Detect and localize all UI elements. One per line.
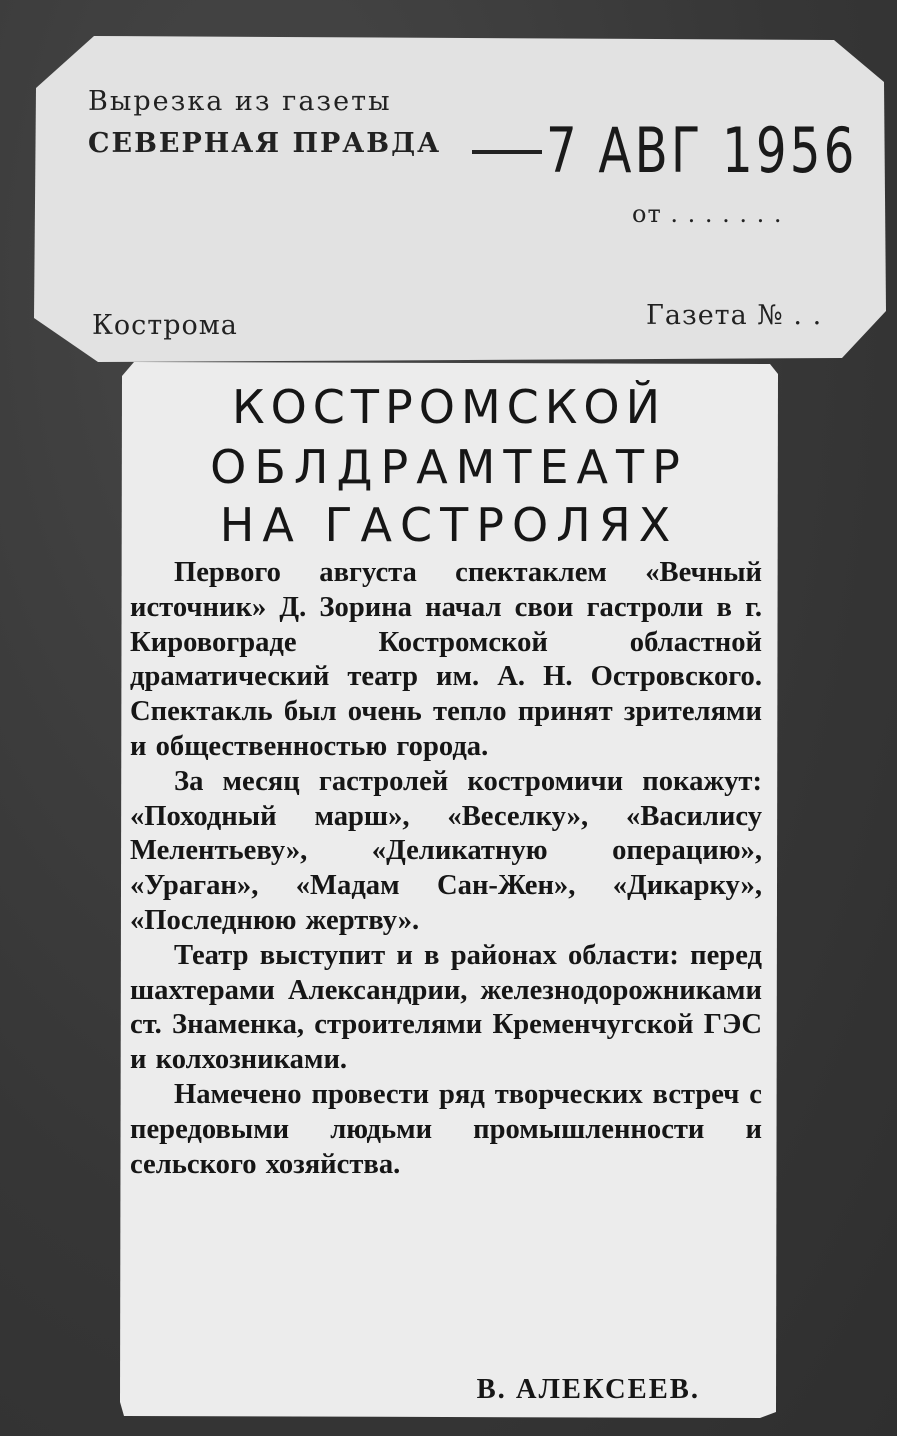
article-paragraph: Театр выступит и в районах области: перед шахтерами Александрии, железнодорожниками ст. Знаменка, строителями Кременчугской ГЭС и колхозниками. xyxy=(130,939,762,1076)
author-signature: В. АЛЕКСЕЕВ. xyxy=(476,1374,700,1405)
article-body xyxy=(130,556,762,1182)
issue-number-label: Газета № . . xyxy=(646,300,823,331)
newspaper-name: СЕВЕРНАЯ ПРАВДА xyxy=(88,128,442,159)
article-paragraph: Намечено провести ряд творческих встреч с передовыми людьми промышленности и сельского хозяйства. xyxy=(130,1078,762,1180)
city-label: Кострома xyxy=(92,310,238,341)
cutting-from-label: Вырезка из газеты xyxy=(88,86,392,117)
headline-line-2: ОБЛДРАМТЕАТР xyxy=(210,440,688,494)
dash-divider xyxy=(472,150,542,154)
from-date-label: от . . . . . . . xyxy=(632,200,783,228)
date-stamp: 7 АВГ 1956 xyxy=(546,114,858,187)
article-paragraph: За месяц гастролей костромичи покажут: «Походный марш», «Веселку», «Василису Мелентьеву», «Деликатную операцию», «Ураган», «Мадам Сан-Жен», «Дикарку», «Последнюю жертву». xyxy=(130,765,762,936)
headline-line-1: КОСТРОМСКОЙ xyxy=(231,380,667,434)
headline-line-3: НА ГАСТРОЛЯХ xyxy=(219,498,679,552)
article-paragraph: Первого августа спектаклем «Вечный источник» Д. Зорина начал свои гастроли в г. Кировограде Костромской областной драматический театр им. А. Н. Островского. Спектакль был очень тепло принят зрителями и общественностью города. xyxy=(130,557,762,762)
